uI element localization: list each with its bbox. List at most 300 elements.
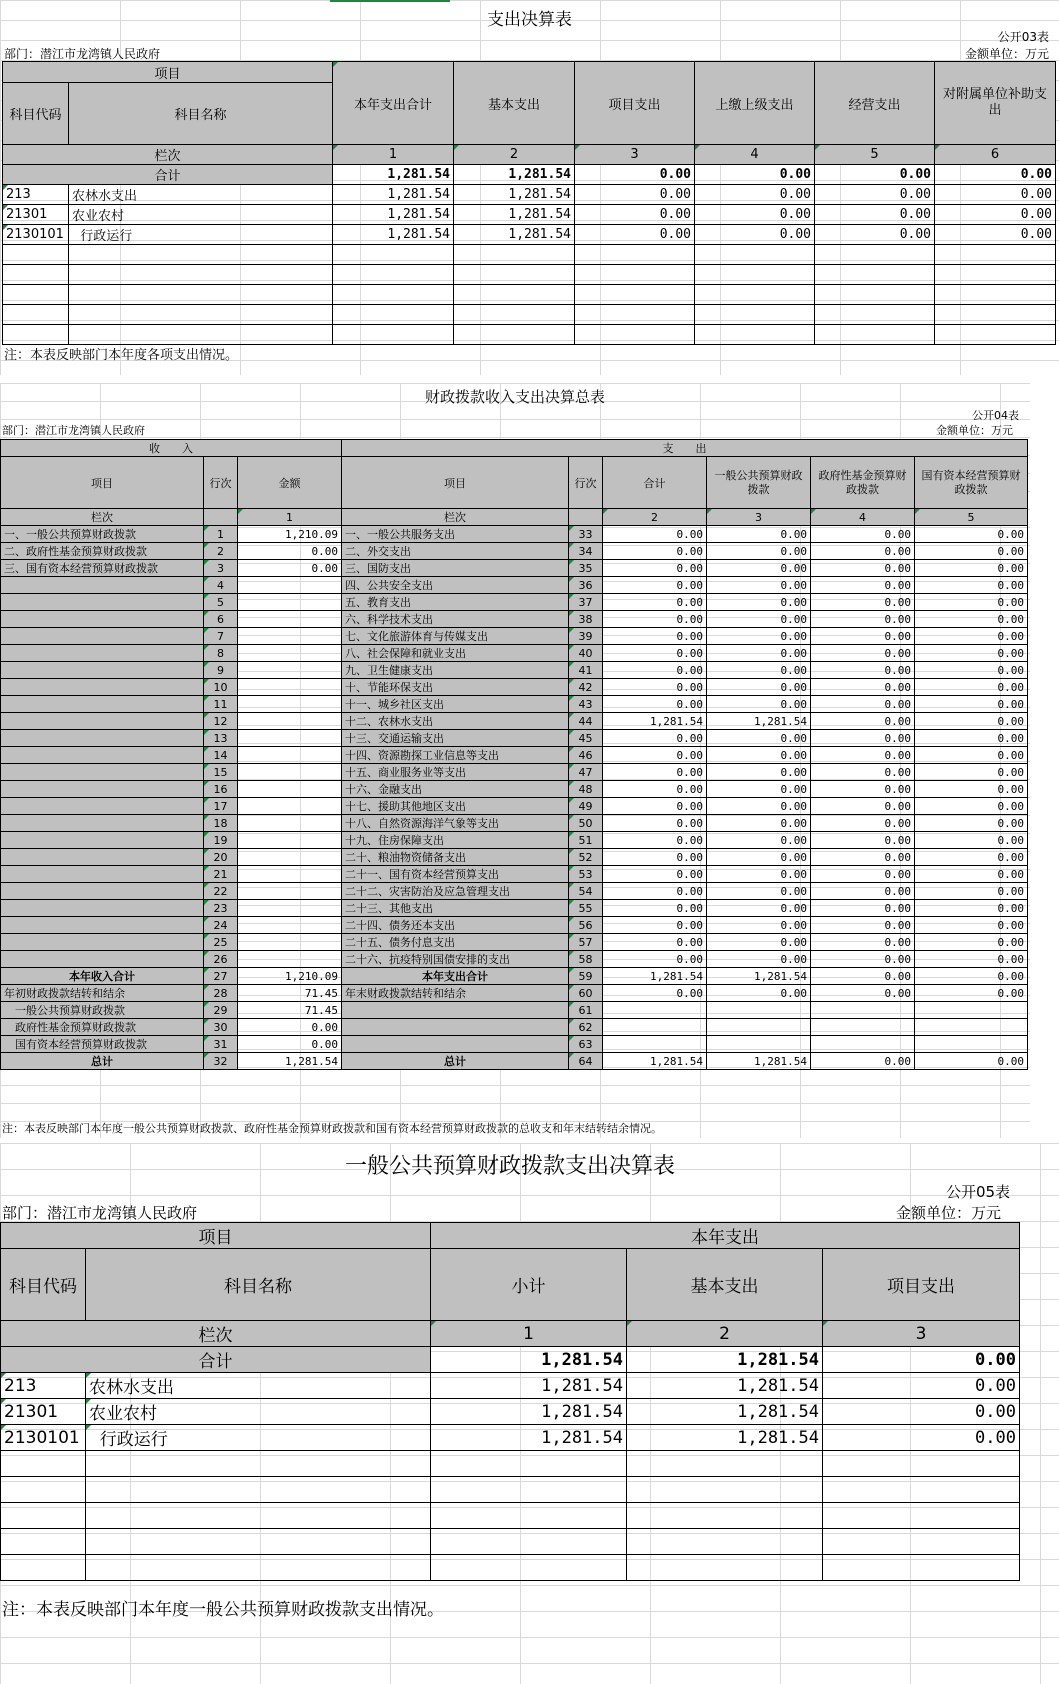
table-row (1, 951, 1028, 968)
income-row-no-cell: 2 (204, 543, 238, 560)
sheet-t04 (0, 383, 1030, 1138)
expense-item-cell: 二十六、抗疫特别国债安排的支出 (342, 951, 569, 968)
expense-row-no-cell: 54 (569, 883, 603, 900)
expense-item-cell: 八、社会保障和就业支出 (342, 645, 569, 662)
expense-value-cell: 0.00 (915, 1053, 1028, 1070)
t03-colnum: 4 (695, 145, 815, 165)
expense-value-cell: 0.00 (915, 730, 1028, 747)
expense-value-cell: 0.00 (915, 628, 1028, 645)
expense-value-cell: 0.00 (811, 832, 915, 849)
t05-lanci: 栏次 (1, 1321, 431, 1347)
expense-value-cell: 0.00 (707, 866, 811, 883)
t05-name-cell: 农林水支出 (86, 1373, 431, 1399)
expense-value-cell: 0.00 (603, 798, 707, 815)
table-row (1, 696, 1028, 713)
expense-item-cell: 六、科学技术支出 (342, 611, 569, 628)
expense-row-no-cell: 43 (569, 696, 603, 713)
t03-title: 支出决算表 (487, 10, 572, 30)
expense-row-no-cell: 61 (569, 1002, 603, 1019)
expense-row-no-cell: 56 (569, 917, 603, 934)
expense-value-cell: 0.00 (707, 594, 811, 611)
expense-item-cell: 九、卫生健康支出 (342, 662, 569, 679)
t03-h-col3: 项目支出 (575, 62, 695, 145)
expense-value-cell: 0.00 (603, 900, 707, 917)
expense-row-no-cell: 52 (569, 849, 603, 866)
expense-value-cell: 0.00 (915, 832, 1028, 849)
expense-value-cell: 0.00 (811, 526, 915, 543)
expense-value-cell: 0.00 (915, 934, 1028, 951)
t03-colnum: 6 (935, 145, 1056, 165)
t05-unit: 金额单位：万元 (896, 1204, 1002, 1222)
expense-value-cell: 0.00 (707, 526, 811, 543)
income-amount-cell (238, 611, 342, 628)
t05-h-name: 科目名称 (86, 1249, 431, 1321)
income-amount-cell: 1,210.09 (238, 968, 342, 985)
expense-value-cell: 0.00 (811, 764, 915, 781)
t05-value-cell: 1,281.54 (627, 1425, 823, 1451)
t04-table (0, 439, 1028, 1070)
income-amount-cell (238, 577, 342, 594)
t05-table (0, 1222, 1020, 1581)
expense-item-cell: 二十一、国有资本经营预算支出 (342, 866, 569, 883)
income-item-cell (1, 849, 204, 866)
income-item-cell (1, 798, 204, 815)
t05-title: 一般公共预算财政拨款支出决算表 (344, 1154, 675, 1179)
t03-value-cell: 1,281.54 (333, 225, 454, 245)
t05-total-label: 合计 (1, 1347, 431, 1373)
expense-value-cell: 0.00 (603, 747, 707, 764)
income-amount-cell: 1,210.09 (238, 526, 342, 543)
expense-value-cell: 0.00 (707, 730, 811, 747)
expense-item-cell: 五、教育支出 (342, 594, 569, 611)
t04-h-row: 行次 (569, 457, 603, 509)
expense-value-cell: 0.00 (915, 900, 1028, 917)
expense-value-cell: 0.00 (811, 611, 915, 628)
expense-value-cell: 0.00 (811, 781, 915, 798)
t03-value-cell: 0.00 (575, 225, 695, 245)
t04-h-amount: 金额 (238, 457, 342, 509)
table-row (1, 883, 1028, 900)
expense-value-cell: 0.00 (915, 577, 1028, 594)
t03-colnum: 5 (815, 145, 935, 165)
income-item-cell (1, 611, 204, 628)
income-amount-cell (238, 917, 342, 934)
expense-row-no-cell: 39 (569, 628, 603, 645)
income-item-cell (1, 883, 204, 900)
t03-table (2, 61, 1056, 345)
income-amount-cell (238, 628, 342, 645)
income-amount-cell (238, 951, 342, 968)
income-amount-cell: 0.00 (238, 560, 342, 577)
t05-h-code: 科目代码 (1, 1249, 86, 1321)
expense-value-cell: 0.00 (915, 883, 1028, 900)
expense-value-cell: 0.00 (915, 747, 1028, 764)
expense-value-cell: 0.00 (915, 917, 1028, 934)
expense-value-cell: 0.00 (811, 866, 915, 883)
t05-code: 公开05表 (946, 1183, 1011, 1201)
expense-value-cell: 1,281.54 (603, 968, 707, 985)
expense-item-cell: 十七、援助其他地区支出 (342, 798, 569, 815)
income-row-no-cell: 4 (204, 577, 238, 594)
expense-value-cell: 0.00 (811, 747, 915, 764)
t04-h-col: 国有资本经营预算财政拨款 (915, 457, 1028, 509)
income-row-no-cell: 26 (204, 951, 238, 968)
t05-value-cell: 1,281.54 (431, 1373, 627, 1399)
table-row-empty (1, 1529, 1020, 1555)
expense-item-cell: 二十四、债务还本支出 (342, 917, 569, 934)
income-row-no-cell: 11 (204, 696, 238, 713)
income-row-no-cell: 32 (204, 1053, 238, 1070)
expense-value-cell: 0.00 (603, 866, 707, 883)
income-row-no-cell: 19 (204, 832, 238, 849)
expense-value-cell: 0.00 (811, 560, 915, 577)
income-row-no-cell: 1 (204, 526, 238, 543)
t04-code: 公开04表 (972, 409, 1019, 422)
expense-value-cell: 0.00 (915, 526, 1028, 543)
expense-value-cell: 0.00 (603, 645, 707, 662)
t03-h-col2: 基本支出 (454, 62, 575, 145)
expense-item-cell: 总计 (342, 1053, 569, 1070)
table-row (1, 781, 1028, 798)
expense-value-cell (915, 1036, 1028, 1053)
expense-value-cell: 1,281.54 (603, 1053, 707, 1070)
expense-item-cell: 本年支出合计 (342, 968, 569, 985)
expense-value-cell: 0.00 (707, 917, 811, 934)
table-row (1, 628, 1028, 645)
expense-value-cell: 0.00 (915, 713, 1028, 730)
t05-value-cell: 0.00 (823, 1425, 1020, 1451)
t03-value-cell: 0.00 (575, 205, 695, 225)
t03-name-cell: 农林水支出 (69, 185, 333, 205)
t04-h-item: 项目 (342, 457, 569, 509)
t05-value-cell: 0.00 (823, 1373, 1020, 1399)
income-amount-cell (238, 594, 342, 611)
income-row-no-cell: 25 (204, 934, 238, 951)
income-row-no-cell: 9 (204, 662, 238, 679)
expense-value-cell (811, 1002, 915, 1019)
income-item-cell (1, 917, 204, 934)
income-item-cell (1, 815, 204, 832)
expense-value-cell: 0.00 (811, 798, 915, 815)
t03-total-cell: 0.00 (815, 165, 935, 185)
expense-value-cell: 0.00 (603, 611, 707, 628)
expense-value-cell: 0.00 (707, 543, 811, 560)
t04-h-expense: 支 出 (342, 440, 1028, 457)
t04-title: 财政拨款收入支出决算总表 (424, 388, 605, 406)
expense-value-cell: 0.00 (811, 577, 915, 594)
table-row (1, 968, 1028, 985)
expense-value-cell: 0.00 (811, 730, 915, 747)
table-row-empty (1, 1477, 1020, 1503)
expense-item-cell: 二十三、其他支出 (342, 900, 569, 917)
t04-colnum: 4 (811, 509, 915, 526)
expense-item-cell: 十四、资源勘探工业信息等支出 (342, 747, 569, 764)
expense-value-cell: 1,281.54 (707, 713, 811, 730)
table-row-empty (1, 1503, 1020, 1529)
income-item-cell (1, 577, 204, 594)
income-item-cell (1, 594, 204, 611)
income-row-no-cell: 7 (204, 628, 238, 645)
t04-lanci: 栏次 (342, 509, 569, 526)
income-item-cell: 一般公共预算财政拨款 (1, 1002, 204, 1019)
income-item-cell (1, 645, 204, 662)
expense-row-no-cell: 34 (569, 543, 603, 560)
expense-item-cell: 十八、自然资源海洋气象等支出 (342, 815, 569, 832)
t03-lanci: 栏次 (3, 145, 333, 165)
table-row (1, 815, 1028, 832)
expense-value-cell (811, 1019, 915, 1036)
t03-note: 注：本表反映部门本年度各项支出情况。 (4, 348, 239, 363)
expense-value-cell: 0.00 (811, 934, 915, 951)
expense-value-cell: 0.00 (915, 815, 1028, 832)
t03-code: 公开03表 (997, 30, 1049, 44)
table-row (1, 645, 1028, 662)
income-row-no-cell: 20 (204, 849, 238, 866)
income-amount-cell (238, 764, 342, 781)
income-item-cell: 二、政府性基金预算财政拨款 (1, 543, 204, 560)
t03-code-cell: 2130101 (3, 225, 69, 245)
expense-value-cell: 0.00 (707, 628, 811, 645)
income-item-cell (1, 951, 204, 968)
t05-name-cell: 农业农村 (86, 1399, 431, 1425)
income-amount-cell (238, 934, 342, 951)
income-row-no-cell: 13 (204, 730, 238, 747)
expense-item-cell: 四、公共安全支出 (342, 577, 569, 594)
expense-value-cell: 1,281.54 (707, 968, 811, 985)
expense-value-cell: 0.00 (707, 577, 811, 594)
expense-row-no-cell: 49 (569, 798, 603, 815)
table-row (1, 900, 1028, 917)
expense-value-cell: 0.00 (811, 815, 915, 832)
expense-row-no-cell: 51 (569, 832, 603, 849)
income-row-no-cell: 27 (204, 968, 238, 985)
expense-value-cell: 0.00 (707, 815, 811, 832)
t03-h-code: 科目代码 (3, 83, 69, 145)
expense-row-no-cell: 40 (569, 645, 603, 662)
expense-row-no-cell: 53 (569, 866, 603, 883)
expense-value-cell: 0.00 (915, 985, 1028, 1002)
table-row (1, 1002, 1028, 1019)
expense-item-cell: 十三、交通运输支出 (342, 730, 569, 747)
t05-total-cell: 1,281.54 (431, 1347, 627, 1373)
expense-value-cell: 0.00 (707, 747, 811, 764)
expense-row-no-cell: 33 (569, 526, 603, 543)
t04-colnum: 1 (238, 509, 342, 526)
t05-colnum: 3 (823, 1321, 1020, 1347)
t04-dept: 部门：潜江市龙湾镇人民政府 (2, 424, 145, 437)
expense-value-cell: 0.00 (915, 611, 1028, 628)
expense-row-no-cell: 59 (569, 968, 603, 985)
expense-row-no-cell: 50 (569, 815, 603, 832)
t03-code-cell: 21301 (3, 205, 69, 225)
t04-colnum: 2 (603, 509, 707, 526)
t03-value-cell: 0.00 (815, 185, 935, 205)
t03-name-cell: 行政运行 (69, 225, 333, 245)
expense-value-cell: 0.00 (603, 883, 707, 900)
income-row-no-cell: 12 (204, 713, 238, 730)
expense-item-cell: 十五、商业服务业等支出 (342, 764, 569, 781)
income-amount-cell: 71.45 (238, 985, 342, 1002)
expense-value-cell: 0.00 (915, 679, 1028, 696)
expense-value-cell: 0.00 (603, 560, 707, 577)
expense-row-no-cell: 41 (569, 662, 603, 679)
t03-unit: 金额单位：万元 (964, 47, 1049, 61)
expense-value-cell: 0.00 (915, 696, 1028, 713)
expense-row-no-cell: 38 (569, 611, 603, 628)
income-item-cell (1, 900, 204, 917)
table-row-empty (3, 305, 1056, 325)
expense-value-cell: 0.00 (707, 696, 811, 713)
table-row (1, 730, 1028, 747)
t05-code-cell: 2130101 (1, 1425, 86, 1451)
t03-total-cell: 0.00 (575, 165, 695, 185)
expense-value-cell: 0.00 (603, 543, 707, 560)
expense-value-cell (707, 1036, 811, 1053)
t05-code-cell: 21301 (1, 1399, 86, 1425)
expense-item-cell: 十九、住房保障支出 (342, 832, 569, 849)
expense-value-cell: 0.00 (603, 526, 707, 543)
table-row-empty (3, 325, 1056, 345)
table-row (1, 934, 1028, 951)
income-item-cell: 总计 (1, 1053, 204, 1070)
table-row (1, 713, 1028, 730)
income-item-cell (1, 713, 204, 730)
expense-value-cell: 0.00 (707, 764, 811, 781)
income-row-no-cell: 10 (204, 679, 238, 696)
expense-value-cell: 0.00 (707, 560, 811, 577)
income-row-no-cell: 15 (204, 764, 238, 781)
t03-value-cell: 0.00 (935, 205, 1056, 225)
table-row (1, 832, 1028, 849)
income-row-no-cell: 6 (204, 611, 238, 628)
income-item-cell (1, 866, 204, 883)
table-row (1, 747, 1028, 764)
expense-item-cell: 十二、农林水支出 (342, 713, 569, 730)
t03-total-cell: 0.00 (695, 165, 815, 185)
expense-value-cell: 0.00 (603, 730, 707, 747)
income-row-no-cell: 16 (204, 781, 238, 798)
income-amount-cell (238, 883, 342, 900)
t05-name-cell: 行政运行 (86, 1425, 431, 1451)
income-item-cell: 一、一般公共预算财政拨款 (1, 526, 204, 543)
income-amount-cell (238, 781, 342, 798)
t05-total-cell: 0.00 (823, 1347, 1020, 1373)
expense-item-cell: 十六、金融支出 (342, 781, 569, 798)
expense-value-cell: 0.00 (707, 883, 811, 900)
table-row (1, 594, 1028, 611)
t03-value-cell: 0.00 (695, 205, 815, 225)
expense-value-cell: 0.00 (915, 594, 1028, 611)
table-row (1, 1425, 1020, 1451)
expense-value-cell: 0.00 (915, 560, 1028, 577)
expense-value-cell: 0.00 (707, 832, 811, 849)
expense-value-cell: 0.00 (811, 917, 915, 934)
expense-item-cell: 一、一般公共服务支出 (342, 526, 569, 543)
income-amount-cell: 1,281.54 (238, 1053, 342, 1070)
expense-value-cell: 0.00 (707, 611, 811, 628)
income-amount-cell (238, 798, 342, 815)
expense-value-cell: 0.00 (811, 968, 915, 985)
expense-item-cell: 二十二、灾害防治及应急管理支出 (342, 883, 569, 900)
table-row (1, 560, 1028, 577)
table-row-empty (3, 285, 1056, 305)
income-item-cell (1, 662, 204, 679)
expense-value-cell: 0.00 (811, 900, 915, 917)
t03-dept: 部门：潜江市龙湾镇人民政府 (4, 47, 161, 61)
t04-h-col: 合计 (603, 457, 707, 509)
expense-value-cell: 0.00 (811, 951, 915, 968)
expense-value-cell: 0.00 (811, 713, 915, 730)
t05-value-cell: 1,281.54 (627, 1399, 823, 1425)
t03-h-item: 项目 (3, 62, 333, 83)
expense-value-cell (603, 1002, 707, 1019)
t03-total-cell: 1,281.54 (454, 165, 575, 185)
expense-row-no-cell: 60 (569, 985, 603, 1002)
expense-value-cell (915, 1019, 1028, 1036)
income-item-cell (1, 696, 204, 713)
income-item-cell (1, 747, 204, 764)
expense-value-cell: 0.00 (811, 594, 915, 611)
table-row-empty (1, 1555, 1020, 1581)
expense-value-cell: 0.00 (603, 781, 707, 798)
t03-colnum: 2 (454, 145, 575, 165)
expense-value-cell (603, 1019, 707, 1036)
table-row (1, 985, 1028, 1002)
expense-value-cell: 0.00 (811, 849, 915, 866)
sheet-t03 (0, 0, 1059, 375)
t05-h-col: 项目支出 (823, 1249, 1020, 1321)
expense-item-cell (342, 1036, 569, 1053)
income-row-no-cell: 29 (204, 1002, 238, 1019)
table-row (1, 1036, 1028, 1053)
expense-item-cell: 十、节能环保支出 (342, 679, 569, 696)
expense-value-cell: 0.00 (603, 985, 707, 1002)
t05-h-col: 小计 (431, 1249, 627, 1321)
table-row (1, 611, 1028, 628)
t03-code-cell: 213 (3, 185, 69, 205)
table-row (1, 526, 1028, 543)
t03-name-cell: 农业农村 (69, 205, 333, 225)
income-amount-cell (238, 713, 342, 730)
t04-colnum: 5 (915, 509, 1028, 526)
income-amount-cell: 0.00 (238, 1019, 342, 1036)
t03-total-cell: 1,281.54 (333, 165, 454, 185)
expense-value-cell: 0.00 (603, 577, 707, 594)
expense-value-cell: 0.00 (603, 696, 707, 713)
expense-value-cell: 0.00 (603, 934, 707, 951)
expense-row-no-cell: 64 (569, 1053, 603, 1070)
t05-code-cell: 213 (1, 1373, 86, 1399)
table-row (3, 185, 1056, 205)
expense-row-no-cell: 48 (569, 781, 603, 798)
expense-value-cell: 0.00 (603, 764, 707, 781)
t03-value-cell: 0.00 (575, 185, 695, 205)
table-row-empty (1, 1451, 1020, 1477)
income-item-cell (1, 832, 204, 849)
t05-note: 注：本表反映部门本年度一般公共预算财政拨款支出情况。 (2, 1600, 444, 1620)
expense-value-cell: 0.00 (707, 662, 811, 679)
expense-value-cell: 0.00 (603, 815, 707, 832)
t03-h-col1: 本年支出合计 (333, 62, 454, 145)
t03-value-cell: 1,281.54 (454, 225, 575, 245)
expense-item-cell: 年末财政拨款结转和结余 (342, 985, 569, 1002)
expense-value-cell: 1,281.54 (603, 713, 707, 730)
expense-item-cell: 二、外交支出 (342, 543, 569, 560)
expense-value-cell: 0.00 (915, 798, 1028, 815)
table-row (1, 1399, 1020, 1425)
expense-row-no-cell: 46 (569, 747, 603, 764)
expense-value-cell: 0.00 (915, 781, 1028, 798)
